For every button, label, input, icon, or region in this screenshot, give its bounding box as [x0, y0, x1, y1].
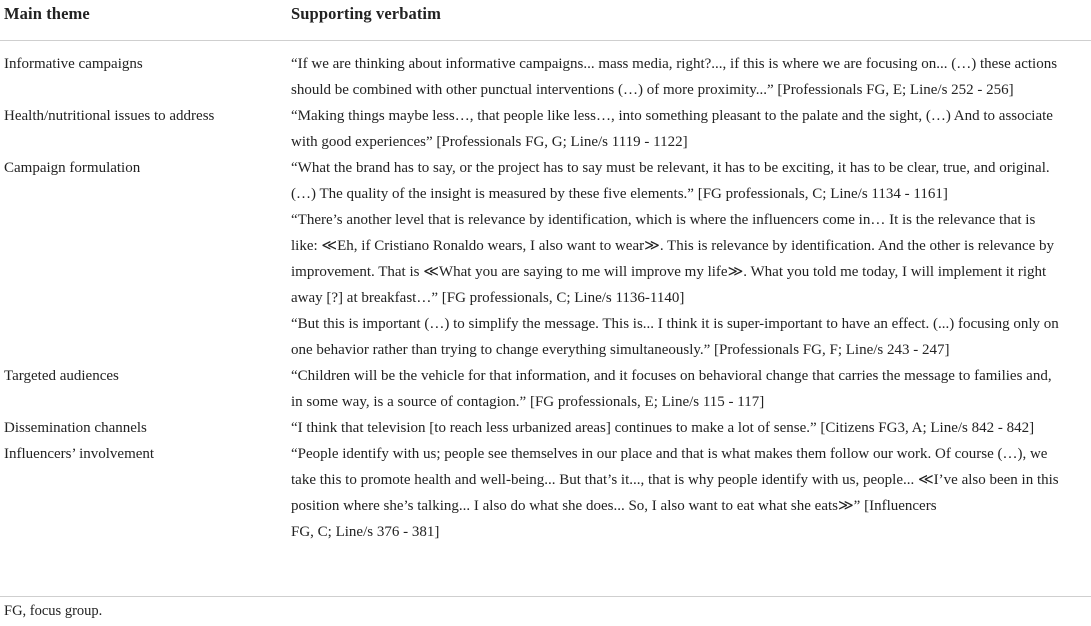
verbatim-line: “Children will be the vehicle for that information, and it focuses on behavioral change that carries the message to families and,: [291, 368, 1052, 384]
verbatim-line: away [?] at breakfast…” [FG professionals, C; Line/s 1136-1140]: [291, 290, 685, 306]
verbatim-line: in some way, is a source of contagion.” [FG professionals, E; Line/s 115 - 117]: [291, 394, 765, 410]
verbatim-line: (…) The quality of the insight is measured by these five elements.” [FG professionals, C; Line/s 1134 - 1161]: [291, 186, 948, 202]
theme-cell: Campaign formulation: [4, 160, 141, 176]
table-row: [0, 51, 1091, 103]
verbatim-quote: [291, 441, 1087, 545]
table-footnote: FG, focus group.: [4, 603, 103, 619]
verbatim-line: like: ≪Eh, if Cristiano Ronaldo wears, I also want to wear≫. This is relevance by identification. And the other is relevance by: [291, 238, 1055, 254]
verbatim-line: “If we are thinking about informative campaigns... mass media, right?..., if this is where we are focusing on... (…) these actions: [291, 56, 1058, 72]
verbatim-line: “There’s another level that is relevance by identification, which is where the influencers come in… It is the relevance that is: [291, 212, 1036, 228]
verbatim-quote: [291, 207, 1087, 311]
table-row: [0, 441, 1091, 545]
verbatim-cell: [291, 103, 1087, 155]
verbatim-line: should be combined with other punctual interventions (…) of more proximity...” [Professionals FG, E; Line/s 252 - 256]: [291, 82, 1014, 98]
theme-cell: Health/nutritional issues to address: [4, 108, 215, 124]
table-bottom-rule: [0, 596, 1091, 597]
table-header-row: [0, 0, 1091, 41]
verbatim-cell: [291, 415, 1087, 441]
header-main-theme: Main theme: [4, 4, 90, 23]
verbatim-cell: [291, 155, 1087, 363]
table-row: [0, 415, 1091, 441]
verbatim-line: FG, C; Line/s 376 - 381]: [291, 524, 440, 540]
verbatim-quote: [291, 415, 1087, 441]
table-row: [0, 155, 1091, 363]
theme-cell: Targeted audiences: [4, 368, 119, 384]
verbatim-quote: [291, 103, 1087, 155]
verbatim-cell: [291, 51, 1087, 103]
table-body: [0, 41, 1091, 545]
verbatim-line: “I think that television [to reach less urbanized areas] continues to make a lot of sense.” [Citizens FG3, A; Line/s 842 - 842]: [291, 420, 1035, 436]
verbatim-line: one behavior rather than trying to change everything simultaneously.” [Professionals FG, F; Line/s 243 - 247]: [291, 342, 950, 358]
theme-cell: Dissemination channels: [4, 420, 147, 436]
verbatim-line: improvement. That is ≪What you are saying to me will improve my life≫. What you told me today, I will implement it right: [291, 264, 1047, 280]
verbatim-line: “People identify with us; people see themselves in our place and that is what makes them follow our work. Of course (…), we: [291, 446, 1048, 462]
verbatim-quote: [291, 363, 1087, 415]
table-row: [0, 363, 1091, 415]
theme-cell: Informative campaigns: [4, 56, 143, 72]
verbatim-line: position where she’s talking... I also do what she does... So, I also want to eat what she eats≫” [Influencers: [291, 498, 937, 514]
verbatim-line: take this to promote health and well-being... But that’s it..., that is why people identify with us, people... ≪I’ve also been in this: [291, 472, 1059, 488]
table-row: [0, 103, 1091, 155]
verbatim-cell: [291, 363, 1087, 415]
verbatim-quote: [291, 311, 1087, 363]
theme-cell: Influencers’ involvement: [4, 446, 155, 462]
verbatim-line: “But this is important (…) to simplify the message. This is... I think it is super-important to have an effect. (...) focusing only on: [291, 316, 1059, 332]
verbatim-quote: [291, 155, 1087, 207]
verbatim-quote: [291, 51, 1087, 103]
verbatim-line: with good experiences” [Professionals FG, G; Line/s 1119 - 1122]: [291, 134, 688, 150]
verbatim-line: “What the brand has to say, or the project has to say must be relevant, it has to be exciting, it has to be clear, true, and original.: [291, 160, 1050, 176]
verbatim-cell: [291, 441, 1087, 545]
header-supporting-verbatim: Supporting verbatim: [291, 4, 441, 23]
verbatim-line: “Making things maybe less…, that people like less…, into something pleasant to the palate and the sight, (…) And to associate: [291, 108, 1053, 124]
